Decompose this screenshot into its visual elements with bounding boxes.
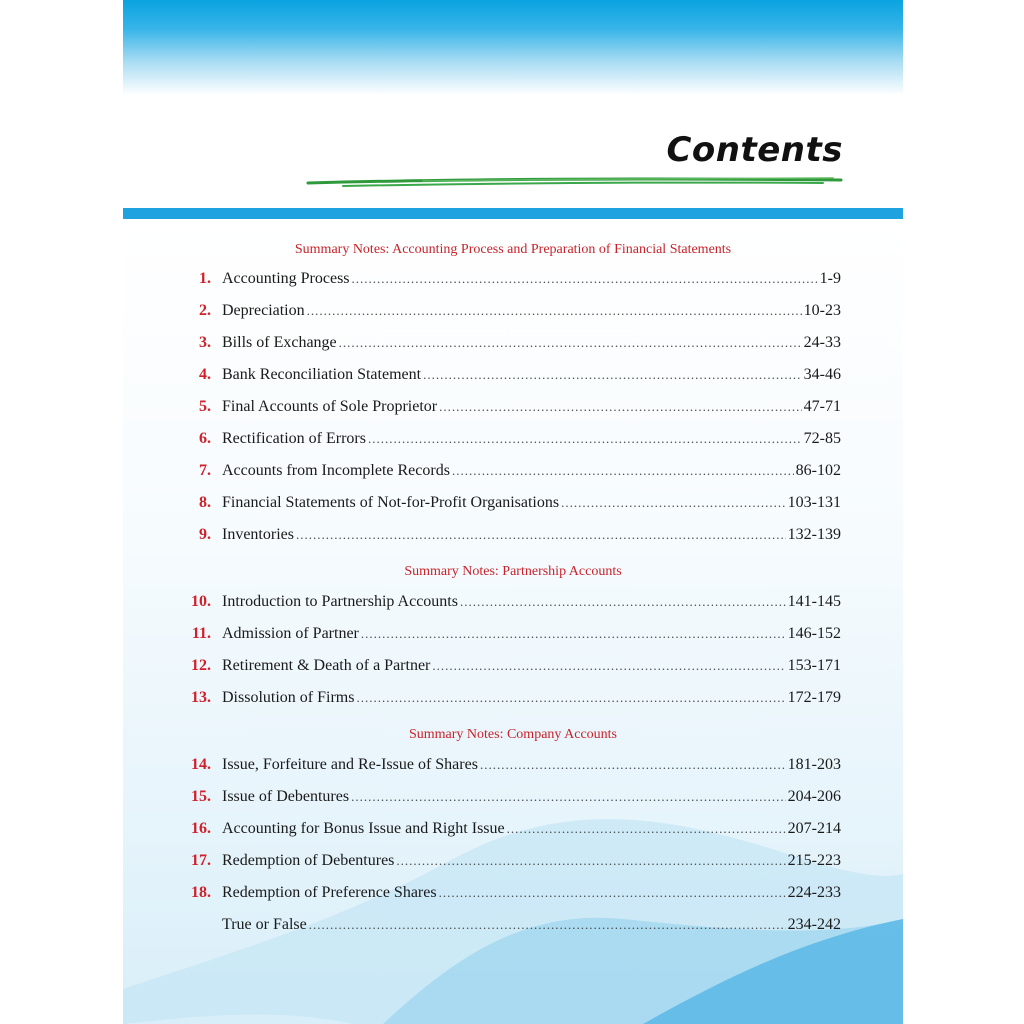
header-divider-bar	[123, 208, 903, 219]
entry-pages: 146-152	[787, 625, 841, 642]
entry-pages: 103-131	[787, 494, 841, 511]
dot-leader	[296, 527, 786, 543]
entry-title: Depreciation	[222, 302, 305, 319]
entry-number: 11.	[191, 625, 211, 642]
entry-title: Bank Reconciliation Statement	[222, 366, 422, 383]
dot-leader	[460, 594, 786, 610]
entry-pages: 153-171	[787, 657, 841, 674]
entry-title: Financial Statements of Not-for-Profit Organisations	[222, 494, 560, 511]
dot-leader	[351, 789, 786, 805]
entry-number: 8.	[199, 494, 211, 511]
toc-entry	[181, 852, 841, 876]
entry-number: 1.	[199, 270, 211, 287]
entry-pages: 1-9	[819, 270, 841, 287]
entry-title: Admission of Partner	[222, 625, 359, 642]
toc-entry	[181, 302, 841, 326]
dot-leader	[480, 757, 786, 773]
entry-number: 10.	[191, 593, 211, 610]
dot-leader	[368, 431, 802, 447]
entry-title: Dissolution of Firms	[222, 689, 355, 706]
contents-page	[123, 0, 903, 1024]
entry-pages: 234-242	[787, 916, 841, 933]
section-heading: Summary Notes: Company Accounts	[408, 727, 618, 742]
entry-pages: 10-23	[803, 302, 841, 319]
dot-leader	[361, 626, 786, 642]
toc-entry	[181, 526, 841, 550]
toc-entry	[181, 270, 841, 294]
toc-entry	[181, 916, 841, 940]
entry-title: Redemption of Preference Shares	[222, 884, 437, 901]
entry-number: 2.	[199, 302, 211, 319]
toc-entry	[181, 334, 841, 358]
entry-pages: 132-139	[787, 526, 841, 543]
entry-pages: 215-223	[787, 852, 841, 869]
dot-leader	[561, 495, 786, 511]
dot-leader	[452, 463, 794, 479]
entry-number: 6.	[199, 430, 211, 447]
entry-title: Accounts from Incomplete Records	[222, 462, 450, 479]
toc-entry	[181, 689, 841, 713]
entry-title: Final Accounts of Sole Proprietor	[222, 398, 438, 415]
entry-number: 7.	[199, 462, 211, 479]
entry-pages: 181-203	[787, 756, 841, 773]
page-title: Contents	[666, 130, 843, 170]
entry-number: 15.	[191, 788, 211, 805]
title-underline	[303, 173, 848, 189]
dot-leader	[423, 367, 802, 383]
entry-pages: 86-102	[795, 462, 841, 479]
section-heading: Summary Notes: Partnership Accounts	[404, 564, 622, 579]
entry-pages: 204-206	[787, 788, 841, 805]
dot-leader	[352, 271, 818, 287]
entry-pages: 47-71	[803, 398, 841, 415]
entry-number: 4.	[199, 366, 211, 383]
toc-entry	[181, 625, 841, 649]
entry-pages: 72-85	[803, 430, 841, 447]
entry-number: 18.	[191, 884, 211, 901]
toc-entry	[181, 756, 841, 780]
entry-title: Issue of Debentures	[222, 788, 350, 805]
dot-leader	[439, 399, 802, 415]
toc-entry	[181, 398, 841, 422]
header-gradient-band	[123, 0, 903, 95]
dot-leader	[309, 917, 786, 933]
dot-leader	[432, 658, 785, 674]
toc-entry	[181, 462, 841, 486]
entry-title: Rectification of Errors	[222, 430, 366, 447]
dot-leader	[439, 885, 786, 901]
entry-number: 16.	[191, 820, 211, 837]
entry-pages: 224-233	[787, 884, 841, 901]
entry-number: 12.	[191, 657, 211, 674]
entry-title: Retirement & Death of a Partner	[222, 657, 431, 674]
entry-title: Redemption of Debentures	[222, 852, 395, 869]
dot-leader	[307, 303, 802, 319]
entry-title: Issue, Forfeiture and Re-Issue of Shares	[222, 756, 478, 773]
dot-leader	[396, 853, 785, 869]
toc-entry	[181, 366, 841, 390]
entry-number: 3.	[199, 334, 211, 351]
entry-pages: 34-46	[803, 366, 841, 383]
toc-entry	[181, 788, 841, 812]
entry-number: 9.	[199, 526, 211, 543]
entry-pages: 207-214	[787, 820, 841, 837]
entry-pages: 172-179	[787, 689, 841, 706]
entry-pages: 141-145	[787, 593, 841, 610]
toc-entry	[181, 657, 841, 681]
entry-title: Accounting for Bonus Issue and Right Issue	[222, 820, 505, 837]
section-heading: Summary Notes: Accounting Process and Preparation of Financial Statements	[294, 242, 732, 257]
dot-leader	[356, 690, 785, 706]
toc-entry	[181, 820, 841, 844]
entry-title: Bills of Exchange	[222, 334, 337, 351]
dot-leader	[339, 335, 802, 351]
entry-number: 14.	[191, 756, 211, 773]
entry-title: Inventories	[222, 526, 294, 543]
entry-number: 17.	[191, 852, 211, 869]
entry-title: True or False	[222, 916, 307, 933]
toc-entry	[181, 430, 841, 454]
entry-title: Introduction to Partnership Accounts	[222, 593, 458, 610]
entry-number: 13.	[191, 689, 211, 706]
entry-pages: 24-33	[803, 334, 841, 351]
toc-entry	[181, 593, 841, 617]
entry-number: 5.	[199, 398, 211, 415]
toc-entry	[181, 884, 841, 908]
dot-leader	[507, 821, 786, 837]
entry-title: Accounting Process	[222, 270, 350, 287]
toc-entry	[181, 494, 841, 518]
